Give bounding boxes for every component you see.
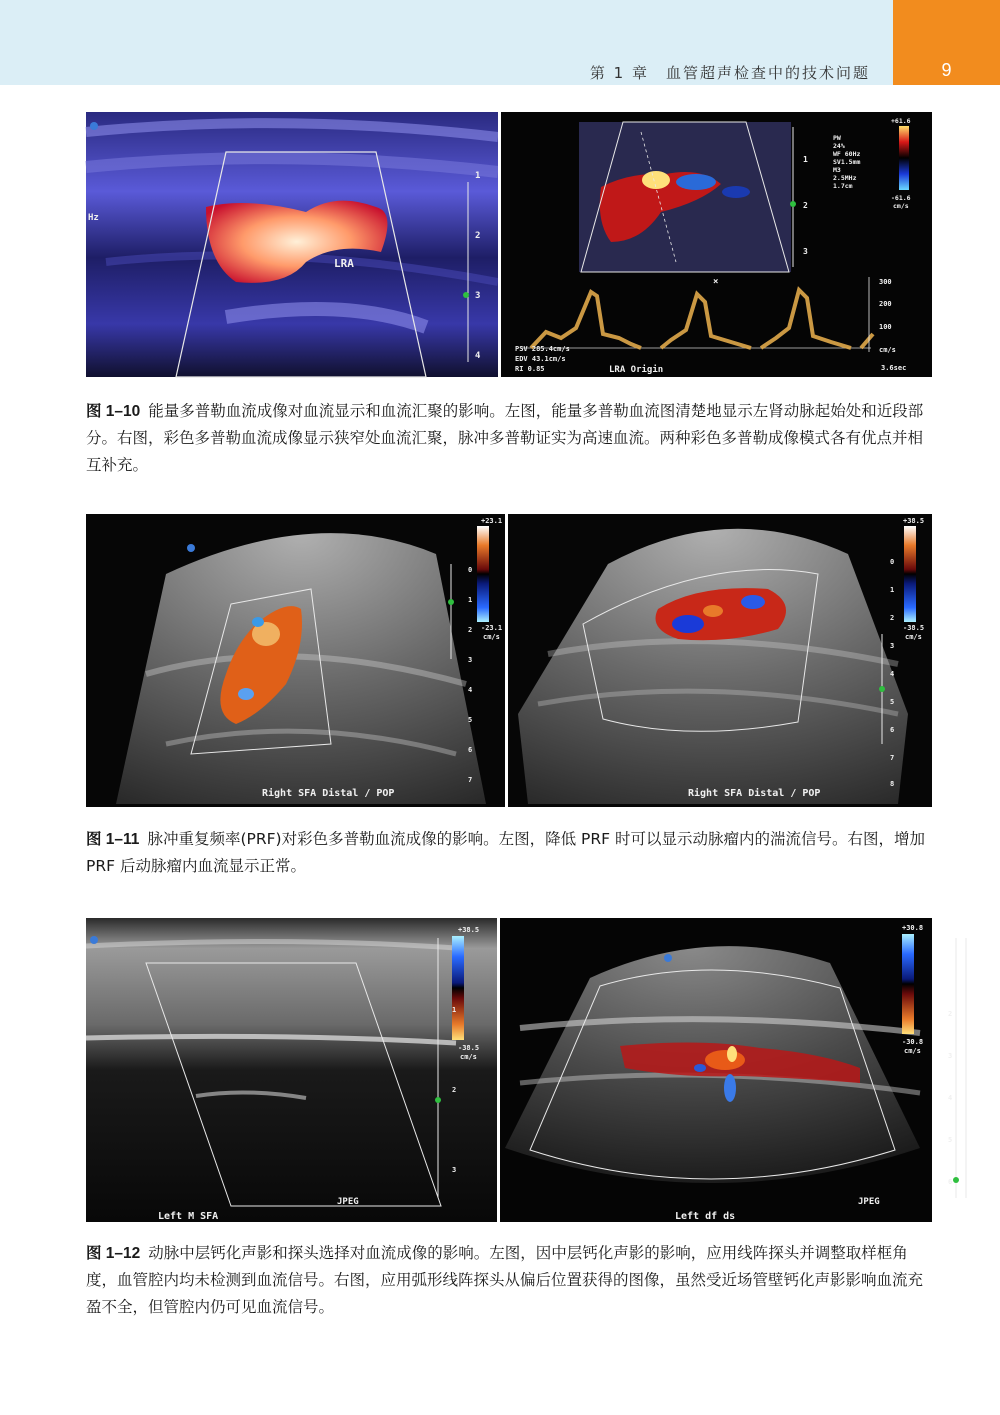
depth-mark: 2: [948, 1010, 953, 1018]
scale-top-label: +38.5: [458, 926, 480, 934]
velocity-unit: cm/s: [879, 346, 896, 354]
curved-probe-image: [500, 918, 953, 1222]
setting-text: PW: [833, 134, 841, 142]
time-label: 3.6sec: [881, 364, 907, 372]
scale-top-label: +30.8: [902, 924, 924, 932]
site-label: LRA Origin: [609, 365, 664, 375]
depth-mark: 2: [890, 614, 895, 622]
scale-unit-label: cm/s: [904, 1047, 921, 1055]
depth-mark: 3: [475, 291, 481, 301]
scale-unit-label: cm/s: [905, 633, 922, 641]
image-annotation: Right SFA Distal / POP: [262, 788, 395, 799]
scale-bottom-label: -38.5: [458, 1044, 480, 1052]
figure-1-11-left-panel: [86, 514, 505, 807]
depth-mark: 6: [468, 746, 473, 754]
depth-mark: 4: [468, 686, 473, 694]
figure-1-12-right-panel: [500, 918, 953, 1222]
velocity-color-scale: [904, 526, 916, 622]
velocity-mark: 100: [879, 323, 892, 331]
depth-mark: 3: [803, 247, 808, 256]
depth-mark: 4: [890, 670, 895, 678]
figure-1-12-left-panel: [86, 918, 497, 1222]
scale-unit-label: cm/s: [460, 1053, 477, 1061]
setting-text: 2.5MHz: [833, 174, 857, 182]
scale-bottom-label: -30.8: [902, 1038, 924, 1046]
velocity-mark: 300: [879, 278, 892, 286]
format-label: JPEG: [858, 1197, 880, 1207]
depth-mark: 2: [452, 1086, 457, 1094]
depth-mark: 3: [890, 642, 895, 650]
figure-label: 图 1–11: [86, 831, 140, 848]
depth-mark: 2: [475, 231, 481, 241]
caption-text: 能量多普勒血流成像对血流显示和血流汇聚的影响。左图，能量多普勒血流图清楚地显示左肾动脉起始处和近段部分。右图，彩色多普勒血流成像显示狭窄处血流汇聚，脉冲多普勒证实为高速血流。两种彩色多普勒成像模式各有优点并相互补充。: [86, 402, 924, 474]
velocity-color-scale: [477, 526, 489, 622]
setting-text: 24%: [833, 142, 845, 150]
page-number: 9: [941, 60, 952, 80]
psv-measurement: PSV 285.4cm/s: [515, 345, 570, 353]
power-doppler-image: [86, 112, 498, 377]
velocity-mark: 200: [879, 300, 892, 308]
scale-unit-label: cm/s: [483, 633, 500, 641]
depth-mark: 1: [890, 586, 895, 594]
setting-text: SV1.5mm: [833, 158, 861, 166]
format-label: JPEG: [337, 1197, 359, 1207]
depth-mark: 0: [890, 558, 895, 566]
velocity-color-scale: [452, 936, 464, 1040]
caption-text: 脉冲重复频率(PRF)对彩色多普勒血流成像的影响。左图，降低 PRF 时可以显示动脉瘤内的湍流信号。右图，增加 PRF 后动脉瘤内血流显示正常。: [86, 830, 925, 875]
scale-top-label: +38.5: [903, 517, 925, 525]
depth-mark: 8: [890, 780, 895, 788]
svg-text:×: ×: [713, 277, 719, 287]
depth-mark: 7: [890, 754, 895, 762]
figure-label: 图 1–10: [86, 403, 141, 420]
depth-mark: 1: [803, 155, 808, 164]
depth-mark: 1: [475, 171, 481, 181]
depth-mark: 6: [890, 726, 895, 734]
high-prf-color-doppler-image: [508, 514, 932, 807]
scale-bottom-label: -23.1: [481, 624, 503, 632]
depth-mark: 4: [475, 351, 481, 361]
edv-measurement: EDV 43.1cm/s: [515, 355, 566, 363]
velocity-color-scale: [902, 934, 914, 1034]
depth-mark: 1: [452, 1006, 457, 1014]
depth-mark: 5: [890, 698, 895, 706]
color-doppler-spectral-image: [501, 112, 932, 377]
depth-mark: 2: [468, 626, 473, 634]
setting-text: 1.7cm: [833, 182, 853, 190]
figure-label: 图 1–12: [86, 1245, 141, 1262]
figure-1-10: [86, 112, 932, 377]
side-label: Hz: [88, 213, 99, 223]
depth-mark: 7: [468, 776, 473, 784]
scale-unit-label: cm/s: [893, 202, 909, 210]
image-annotation: Left M SFA: [158, 1211, 219, 1222]
figure-1-12: [86, 918, 953, 1222]
setting-text: WF 60Hz: [833, 150, 861, 158]
scale-bottom-label: -38.5: [903, 624, 925, 632]
figure-1-10-left-panel: [86, 112, 498, 377]
vessel-label-lra: LRA: [334, 257, 354, 270]
image-annotation: Left df ds: [675, 1211, 736, 1222]
depth-mark: 5: [468, 716, 473, 724]
depth-mark: 0: [468, 566, 473, 574]
scale-top-label: +23.1: [481, 517, 503, 525]
figure-1-10-right-panel: [501, 112, 932, 377]
depth-mark: 3: [468, 656, 473, 664]
velocity-color-scale: [899, 126, 909, 190]
caption-figure-1-10: [86, 398, 934, 479]
figure-1-11-right-panel: [508, 514, 932, 807]
ri-measurement: RI 0.85: [515, 365, 545, 373]
scale-bottom-label: -61.6: [891, 194, 911, 202]
depth-mark: 5: [948, 1136, 953, 1144]
chapter-title: 第 1 章 血管超声检查中的技术问题: [589, 64, 870, 82]
linear-probe-image: [86, 918, 497, 1222]
depth-mark: 1: [468, 596, 473, 604]
depth-mark: 3: [452, 1166, 457, 1174]
caption-figure-1-11: [86, 826, 934, 880]
setting-text: M3: [833, 166, 841, 174]
low-prf-color-doppler-image: [86, 514, 505, 807]
depth-mark: 4: [948, 1094, 953, 1102]
scale-top-label: +61.6: [891, 117, 911, 125]
figure-1-11: [86, 514, 932, 807]
depth-mark: 2: [803, 201, 808, 210]
caption-text: 动脉中层钙化声影和探头选择对血流成像的影响。左图，因中层钙化声影的影响，应用线阵探头并调整取样框角度，血管腔内均未检测到血流信号。右图，应用弧形线阵探头从偏后位置获得的图像，虽然受近场管壁钙化声影影响血流充盈不全，但管腔内仍可见血流信号。: [86, 1244, 924, 1316]
depth-mark: 3: [948, 1052, 953, 1060]
depth-mark: 6: [948, 1178, 953, 1186]
caption-figure-1-12: [86, 1240, 934, 1321]
image-annotation: Right SFA Distal / POP: [688, 788, 821, 799]
